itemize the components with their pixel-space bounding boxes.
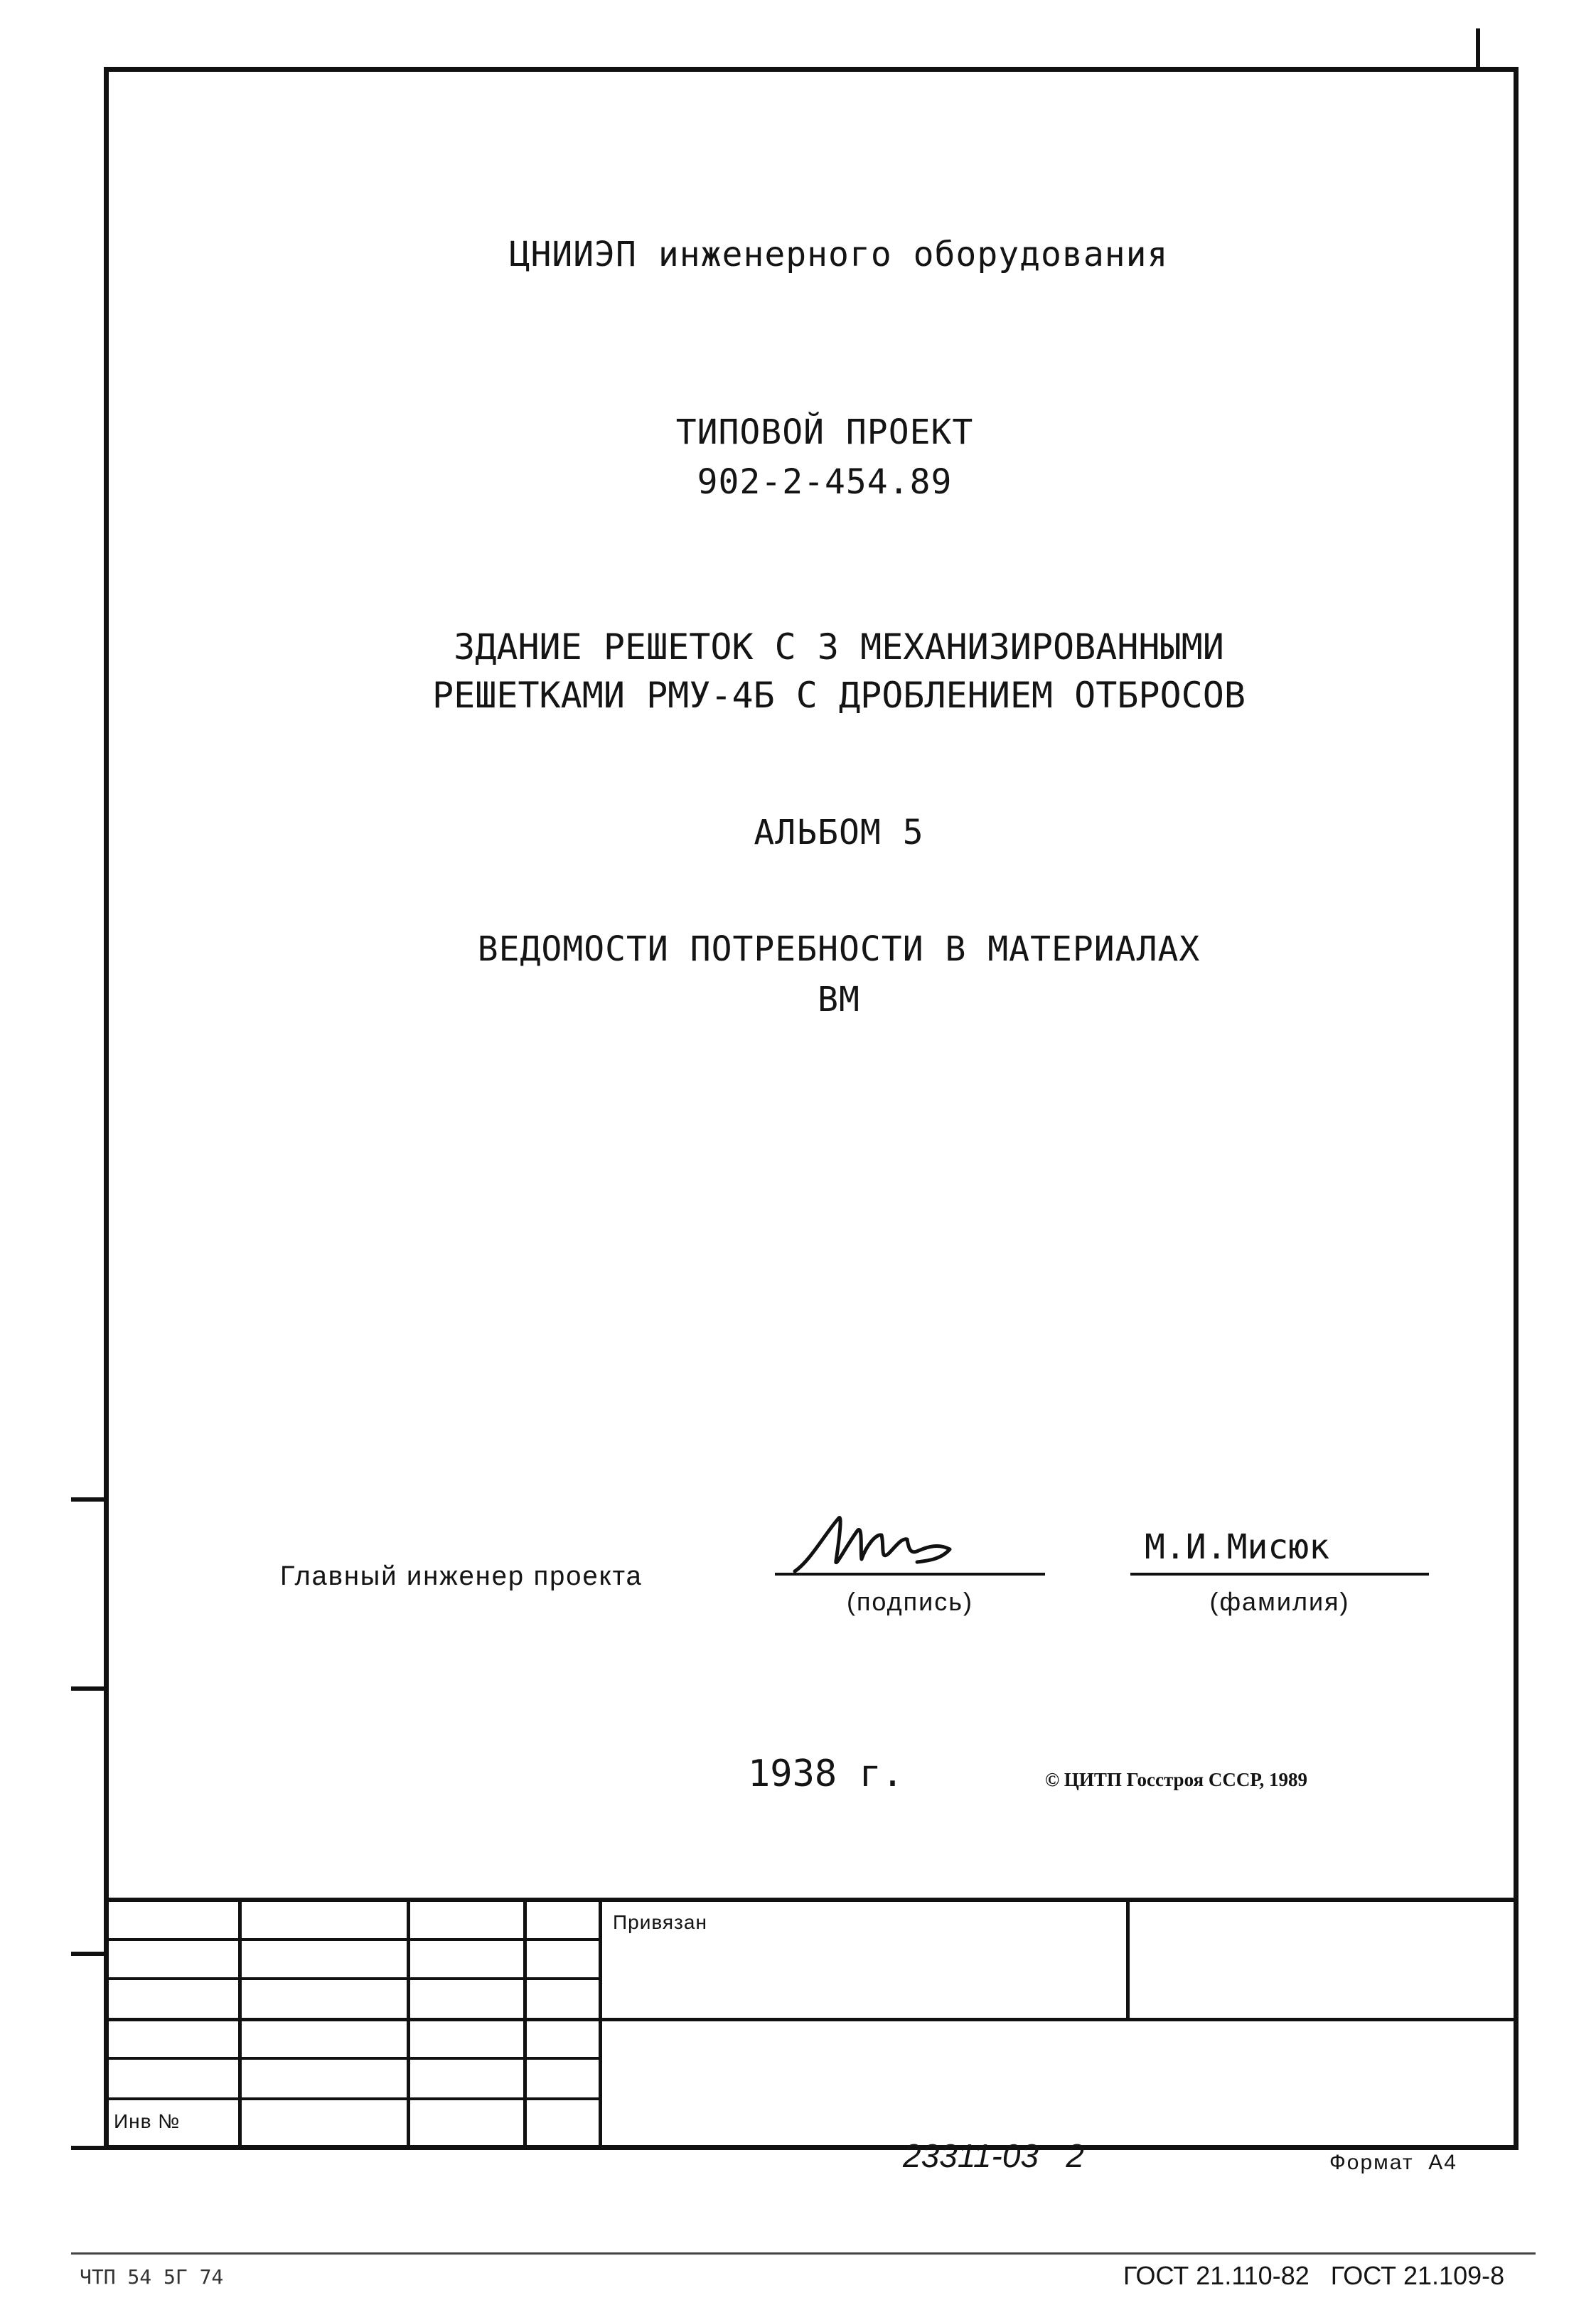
privyazan-label: Привязан	[613, 1911, 707, 1933]
footer-left-code: ЧТП 54 5Г 74	[80, 2265, 224, 2289]
footer-gost-references: ГОСТ 21.110-82 ГОСТ 21.109-8	[1123, 2261, 1505, 2290]
document-code: 23311-03 2	[903, 2137, 1084, 2174]
contents-code: ВМ	[818, 980, 860, 1020]
grid-line	[104, 2018, 1519, 2021]
building-title-line1: ЗДАНИЕ РЕШЕТОК С 3 МЕХАНИЗИРОВАННЫМИ	[454, 626, 1224, 668]
signature-caption: (подпись)	[846, 1587, 974, 1616]
grid-line	[104, 1938, 601, 1941]
grid-vline	[238, 1898, 242, 2150]
engineer-name: М.И.Мисюк	[1145, 1527, 1330, 1567]
building-title-line2: РЕШЕТКАМИ РМУ-4Б С ДРОБЛЕНИЕМ ОТБРОСОВ	[432, 675, 1246, 716]
copyright: © ЦИТП Госстроя СССР, 1989	[1045, 1769, 1308, 1790]
left-tick-mark	[71, 1497, 107, 1502]
contents-title: ВЕДОМОСТИ ПОТРЕБНОСТИ В МАТЕРИАЛАХ	[477, 929, 1201, 969]
left-tick-mark	[71, 1952, 107, 1956]
left-tick-mark	[71, 1686, 107, 1691]
grid-line	[104, 2057, 601, 2060]
bottom-extended-line	[71, 2146, 1519, 2150]
grid-vline	[1126, 1898, 1130, 2020]
name-line	[1130, 1573, 1429, 1576]
title-block-top-line	[104, 1898, 1519, 1902]
project-type: ТИПОВОЙ ПРОЕКТ	[675, 412, 974, 452]
grid-line	[104, 2097, 601, 2100]
grid-vline	[407, 1898, 410, 2150]
grid-line	[104, 1977, 601, 1980]
organization-name: ЦНИИЭП инженерного оборудования	[509, 235, 1169, 274]
footer-line	[71, 2252, 1536, 2255]
album-number: АЛЬБОМ 5	[754, 813, 924, 852]
chief-engineer-label: Главный инженер проекта	[280, 1561, 643, 1591]
grid-vline	[523, 1898, 527, 2150]
grid-vline	[599, 1898, 602, 2150]
project-number: 902-2-454.89	[697, 462, 953, 502]
name-caption: (фамилия)	[1209, 1587, 1350, 1616]
drawing-frame	[104, 67, 1519, 2150]
inventory-number-label: Инв №	[114, 2110, 181, 2132]
format-label: Формат А4	[1329, 2151, 1457, 2174]
year: 1938 г.	[748, 1753, 904, 1795]
handwritten-signature	[789, 1504, 960, 1582]
top-tick-mark	[1476, 28, 1480, 71]
